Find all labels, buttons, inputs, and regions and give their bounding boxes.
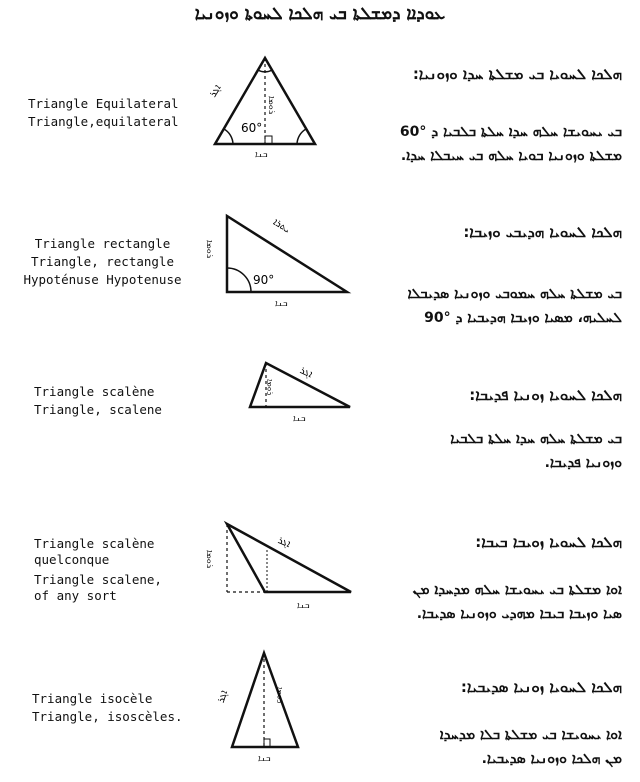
triangle-label <box>34 536 162 604</box>
angle-label: 60° <box>241 121 263 135</box>
base-label: ܒܢܐ <box>255 150 268 160</box>
label-line: Triangle, rectangle <box>31 254 174 269</box>
height-label: ܪܘܡܐ <box>265 379 275 396</box>
syriac-heading: ܗܠܟܐ ܠܚܘܝܐ ܙܘܢܝܐ ܦܕܝܒܐ: <box>469 386 622 404</box>
syriac-line: ܣܝܐ ܘܙܝܒܐ ܒܝܒܐ ܡܗܕܝ ܘܙܘܢܝܐ ܣܕܝܒܐ. <box>416 606 622 622</box>
label-line: Triangle scalene, <box>34 572 162 587</box>
label-line: Triangle rectangle <box>34 236 171 251</box>
section-scalene <box>0 355 640 475</box>
section-equilateral <box>0 0 640 170</box>
label-line: Triangle Equilateral <box>28 96 179 111</box>
triangle-label <box>0 235 205 289</box>
syriac-line: ܐܘܐ ܡܫܠܬܐ ܒܝ ܝܚܘܝܫܐ ܚܠܗ ܡܕܚܕܐ ܡܢ <box>412 582 622 598</box>
label-line: Triangle scalène <box>34 384 155 399</box>
section-right-triangle <box>0 200 640 340</box>
syriac-line: ܒܝ ܡܫܠܬܐ ܚܠܗ ܚܕܐ ܚܠܬܐ ܒܠܒܝܐ <box>450 431 622 447</box>
label-line: of any sort <box>34 588 117 603</box>
label-line: Hypoténuse Hypotenuse <box>23 272 182 287</box>
height-label: ܪܘܡܐ <box>204 550 214 569</box>
side-label: ܐܓܪ <box>276 535 292 551</box>
side-label: ܐܓܪ <box>297 365 315 381</box>
syriac-heading: ܗܠܟܐ ܠܚܘܝܐ ܙܘܝܒܐ ܒܝܒܐ: <box>475 533 622 551</box>
section-isosceles <box>0 645 640 782</box>
side-label: ܝܬܪܐ <box>270 216 293 236</box>
syriac-line: ܒܝ ܡܫܠܬܐ ܚܠܗ ܚܡܘܒܝ ܘܙܘܢܝܐ ܣܕܝܒܠܐ <box>407 286 622 302</box>
syriac-body <box>352 427 622 475</box>
height-label: ܪܘܡܐ <box>266 96 276 115</box>
syriac-line: ܡܫܠܬܐ ܘܙܘܢܝܐ ܒܘܝܐ ܚܠܗ ܒܝ ܚܝܒܠܐ ܚܕܐ. <box>400 148 622 164</box>
side-label: ܐܓܪ <box>215 688 231 705</box>
syriac-body <box>352 578 622 626</box>
angle-label: 90° <box>253 273 275 287</box>
syriac-line: ܡܢ ܗܠܟܐ ܘܙܘܢܝܐ ܣܕܝܒܝܐ. <box>481 751 622 767</box>
syriac-line: ܒܝ ܝܚܘܝܫܐ ܚܠܗ ܚܕܐ ܚܠܬܐ ܒܠܒܝܐ ܕ °60 <box>399 124 622 140</box>
section-scalene-any <box>0 510 640 640</box>
equilateral-triangle-figure <box>205 50 325 160</box>
scalene-any-triangle-figure <box>205 520 355 620</box>
label-line: Triangle, scalene <box>34 402 162 417</box>
side-label: ܐܓܪ <box>207 82 224 100</box>
syriac-line: ܘܙܘܢܝܐ ܦܕܝܒܐ. <box>544 455 622 471</box>
height-label: ܪܘܡܐ <box>204 240 214 259</box>
triangle-label <box>32 690 183 726</box>
page-title: ܥܘܕܐܐ ܕܡܫܠܬܐ ܒܝ ܗܠܟܐ ܠܚܘܬܐ ܘܙܘܢܝܐ <box>194 4 446 24</box>
triangle-label <box>28 95 179 131</box>
syriac-body <box>352 282 622 330</box>
right-triangle-figure <box>205 210 355 310</box>
syriac-line: ܐܘܐ ܝܚܘܝܫܐ ܒܝ ܡܫܠܬܐ ܒܠܐ ܡܕܚܕܐ <box>439 727 622 743</box>
base-label: ܒܢܐ <box>297 601 310 611</box>
base-label: ܒܢܐ <box>293 414 306 424</box>
syriac-heading: ܗܠܟܐ ܠܚܘܝܐ ܒܝ ܡܫܠܬܐ ܚܕܐ ܘܙܘܢܝܐ: <box>412 65 622 83</box>
label-line: Triangle,equilateral <box>28 114 179 129</box>
isosceles-triangle-figure <box>215 647 312 767</box>
label-line: quelconque <box>34 552 110 567</box>
syriac-line: ܠܚܠܝܗ، ܡܣܝܐ ܘܙܝܒܐ ܗܕܝܒܝܐ ܕ °90 <box>424 310 622 326</box>
label-line: Triangle isocèle <box>32 691 153 706</box>
base-label: ܒܢܐ <box>275 299 288 309</box>
syriac-heading: ܗܠܟܐ ܠܚܘܝܐ ܙܘܢܝܐ ܣܕܝܒܝܐ: <box>460 678 622 696</box>
height-label: ܪܘܡܐ <box>275 687 285 704</box>
syriac-body <box>352 120 622 168</box>
scalene-triangle-figure <box>238 357 358 427</box>
label-line: Triangle scalène <box>34 536 155 551</box>
label-line: Triangle, isoscèles. <box>32 709 183 724</box>
base-label: ܒܢܐ <box>258 754 271 764</box>
syriac-body <box>352 723 622 771</box>
triangle-label <box>34 383 162 419</box>
syriac-heading: ܗܠܟܐ ܠܚܘܝܐ ܗܕܝܒܝ ܘܙܝܒܐ: <box>463 223 622 241</box>
